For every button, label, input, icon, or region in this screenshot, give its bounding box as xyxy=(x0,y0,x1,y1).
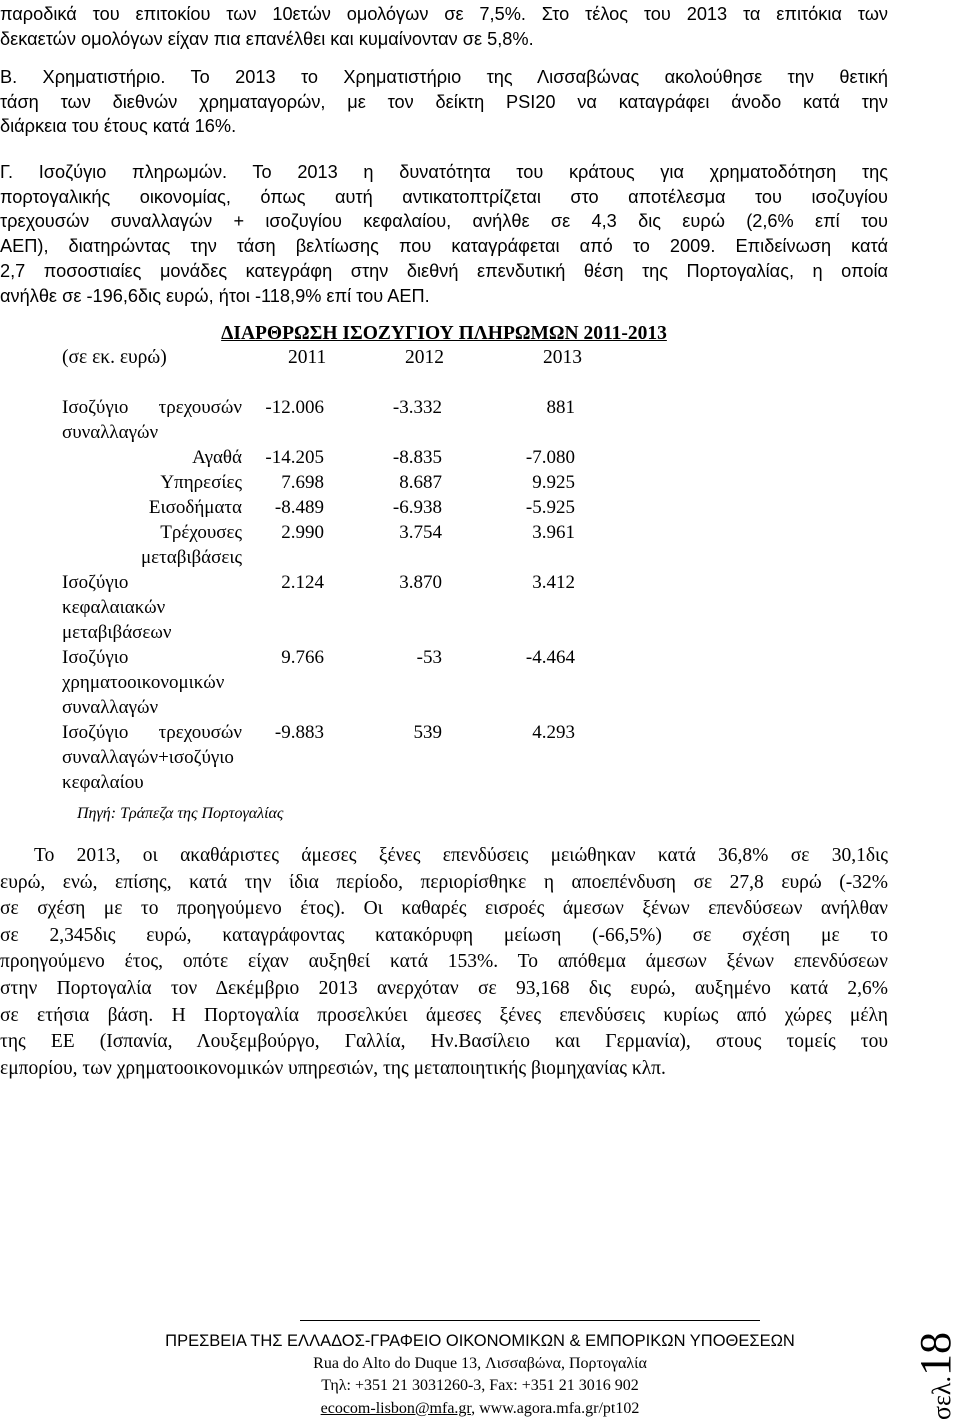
paragraph-line: τάση των διεθνών χρηματαγορών, με τον δείκτη PSI20 να καταγράφει άνοδο κατά την xyxy=(0,91,888,112)
cell-2013: 881 xyxy=(546,397,575,418)
row-label: Ισοζύγιο τρεχουσών xyxy=(62,397,242,418)
year-header: 2012 xyxy=(405,347,444,368)
paragraph-line: παροδικά του επιτοκίου των 10ετών ομολόγων σε 7,5%. Στο τέλος του 2013 τα επιτόκια των xyxy=(0,4,888,24)
cell-2011: 2.124 xyxy=(281,572,324,593)
paragraph-line: ΑΕΠ), διατηρώντας την τάση βελτίωσης που καταγράφεται από το 2009. Επιδείνωση κατά xyxy=(0,236,888,257)
cell-2013: 9.925 xyxy=(532,472,575,493)
row-label: Τρέχουσες xyxy=(160,522,242,543)
table-row xyxy=(62,495,575,520)
row-label: μεταβιβάσεις xyxy=(140,547,242,568)
row-label: κεφαλαιακών xyxy=(62,597,166,618)
footer-address: Rua do Alto do Duque 13, Λισσαβώνα, Πορτογαλία xyxy=(313,1354,647,1372)
row-label: συναλλαγών+ισοζύγιο xyxy=(62,747,234,768)
cell-2011: 2.990 xyxy=(281,522,324,543)
paragraph-line: 2,7 ποσοστιαίες μονάδες κατεγράφη στην διεθνή επενδυτική θέση της Πορτογαλίας, η οποία xyxy=(0,260,888,281)
page-number-value: 18 xyxy=(911,1331,960,1376)
paragraph-line: Γ. Ισοζύγιο πληρωμών. Το 2013 η δυνατότητα του κράτους για χρηματοδότηση της xyxy=(0,162,888,182)
row-label: μεταβιβάσεων xyxy=(62,622,172,643)
row-label: συναλλαγών xyxy=(62,422,159,443)
row-label: Αγαθά xyxy=(192,447,242,468)
table-header xyxy=(0,347,888,373)
source-label: Πηγή xyxy=(77,805,111,822)
cell-2011: 7.698 xyxy=(281,472,324,493)
paragraph-line: διάρκεια του έτους κατά 16%. xyxy=(0,116,237,137)
row-label: Ισοζύγιο τρεχουσών xyxy=(62,722,242,743)
intro-paragraph xyxy=(0,2,888,51)
paragraph-line: της ΕΕ (Ισπανία, Λουξεμβούργο, Γαλλία, Ην.Βασίλειο και Γερμανία), στους τομείς του xyxy=(0,1031,888,1053)
cell-2012: 8.687 xyxy=(399,472,442,493)
cell-2012: -8.835 xyxy=(392,447,442,468)
cell-2012: -6.938 xyxy=(392,497,442,518)
unit-label: (σε εκ. ευρώ) xyxy=(62,347,167,368)
cell-2013: -4.464 xyxy=(525,647,575,668)
footer-title: ΠΡΕΣΒΕΙΑ ΤΗΣ ΕΛΛΑΔΟΣ-ΓΡΑΦΕΙΟ ΟΙΚΟΝΟΜΙΚΩΝ & ΕΜΠΟΡΙΚΩΝ ΥΠΟΘΕΣΕΩΝ xyxy=(165,1332,795,1350)
footer-phone: Τηλ: +351 21 3031260-3, Fax: +351 21 3016 902 xyxy=(321,1377,639,1394)
page-footer xyxy=(0,1330,960,1420)
cell-2013: 3.961 xyxy=(532,522,575,543)
paragraph-line: σε ετήσια βάση. Η Πορτογαλία προσελκύει άμεσες ξένες επενδύσεις κυρίως από χώρες μέλη xyxy=(0,1004,888,1026)
table-source xyxy=(77,805,283,823)
cell-2011: -12.006 xyxy=(265,397,324,418)
row-label: συναλλαγών xyxy=(62,697,159,718)
page-number xyxy=(910,1320,960,1420)
cell-2011: -8.489 xyxy=(274,497,324,518)
paragraph-line: πορτογαλικής οικονομίας, όπως αυτή αντικατοπτρίζεται στο αποτέλεσμα του ισοζυγίου xyxy=(0,186,888,207)
paragraph-line: δεκαετών ομολόγων είχαν πια επανέλθει και κυμαίνονταν σε 5,8%. xyxy=(0,28,534,49)
table-row xyxy=(62,470,575,495)
row-label: χρηματοοικονομικών xyxy=(62,672,225,693)
table-row xyxy=(62,570,575,645)
footer-email-link[interactable]: ecocom-lisbon@mfa.gr, xyxy=(320,1399,476,1417)
source-text: : Τράπεζα της Πορτογαλίας xyxy=(110,805,284,822)
page-prefix: σελ. xyxy=(927,1375,956,1420)
paragraph-line: σε 2,345δις ευρώ, καταγράφοντας κατακόρυφη μείωση (-66,5%) σε σχέση με το xyxy=(0,924,888,946)
cell-2011: 9.766 xyxy=(281,647,324,668)
year-header: 2011 xyxy=(288,347,327,368)
cell-2012: 3.870 xyxy=(399,572,442,593)
row-label: Υπηρεσίες xyxy=(160,472,242,493)
row-label: Εισοδήματα xyxy=(148,497,242,518)
cell-2012: 3.754 xyxy=(399,522,442,543)
cell-2012: -3.332 xyxy=(392,397,442,418)
cell-2013: 3.412 xyxy=(532,572,575,593)
cell-2013: 4.293 xyxy=(532,722,575,743)
paragraph-line: ανήλθε σε -196,6δις ευρώ, ήτοι -118,9% επί του ΑΕΠ. xyxy=(0,285,430,306)
table-row xyxy=(62,395,575,445)
table-title: ΔΙΑΡΘΡΩΣΗ ΙΣΟΖΥΓΙΟΥ ΠΛΗΡΩΜΩΝ 2011-2013 xyxy=(221,323,667,344)
cell-2011: -9.883 xyxy=(274,722,324,743)
row-label: κεφαλαίου xyxy=(62,772,144,793)
row-label: Ισοζύγιο xyxy=(62,647,129,668)
balance-of-payments-paragraph xyxy=(0,160,888,308)
cell-2013: -5.925 xyxy=(525,497,575,518)
paragraph-line: Το 2013, οι ακαθάριστες άμεσες ξένες επενδύσεις μειώθηκαν κατά 36,8% σε 30,1δις xyxy=(34,845,888,866)
table-row xyxy=(62,720,575,795)
paragraph-line: προηγούμενο έτος, οπότε είχαν αυξηθεί κατά 153%. Το απόθεμα άμεσων ξένων επενδύσεων xyxy=(0,951,888,973)
stock-exchange-paragraph xyxy=(0,65,888,139)
table-row xyxy=(62,520,575,570)
fdi-paragraph xyxy=(0,843,888,1082)
paragraph-line: σε σχέση με το προηγούμενο έτος). Οι καθαρές εισροές άμεσων ξένων επενδύσεων ανήλθαν xyxy=(0,898,888,920)
paragraph-line: εμπορίου, των χρηματοοικονομικών υπηρεσιών, της μεταποιητικής βιομηχανίας κλπ. xyxy=(0,1057,666,1079)
cell-2012: 539 xyxy=(413,722,442,743)
cell-2011: -14.205 xyxy=(265,447,324,468)
paragraph-line: Β. Χρηματιστήριο. Το 2013 το Χρηματιστήριο της Λισσαβώνας ακολούθησε την θετική xyxy=(0,67,888,87)
paragraph-line: στην Πορτογαλία τον Δεκέμβριο 2013 ανερχόταν σε 93,168 δις ευρώ, αυξημένο κατά 2,6% xyxy=(0,977,888,999)
table-row xyxy=(62,645,575,720)
table-row xyxy=(62,445,575,470)
year-header: 2013 xyxy=(543,347,582,368)
row-label: Ισοζύγιο xyxy=(62,572,129,593)
footer-divider xyxy=(300,1320,760,1321)
cell-2012: -53 xyxy=(416,647,442,668)
paragraph-line: ευρώ, ενώ, επίσης, κατά την ίδια περίοδο, περιορίσθηκε η αποεπένδυση σε 27,8 ευρώ (-32% xyxy=(0,871,888,893)
footer-web-link[interactable]: www.agora.mfa.gr/pt102 xyxy=(475,1399,640,1417)
footer-contact xyxy=(0,1398,960,1421)
paragraph-line: τρεχουσών συναλλαγών + ισοζυγίου κεφαλαίου, ανήλθε σε 4,3 δις ευρώ (2,6% επί του xyxy=(0,211,888,232)
balance-table xyxy=(62,395,575,795)
cell-2013: -7.080 xyxy=(525,447,575,468)
